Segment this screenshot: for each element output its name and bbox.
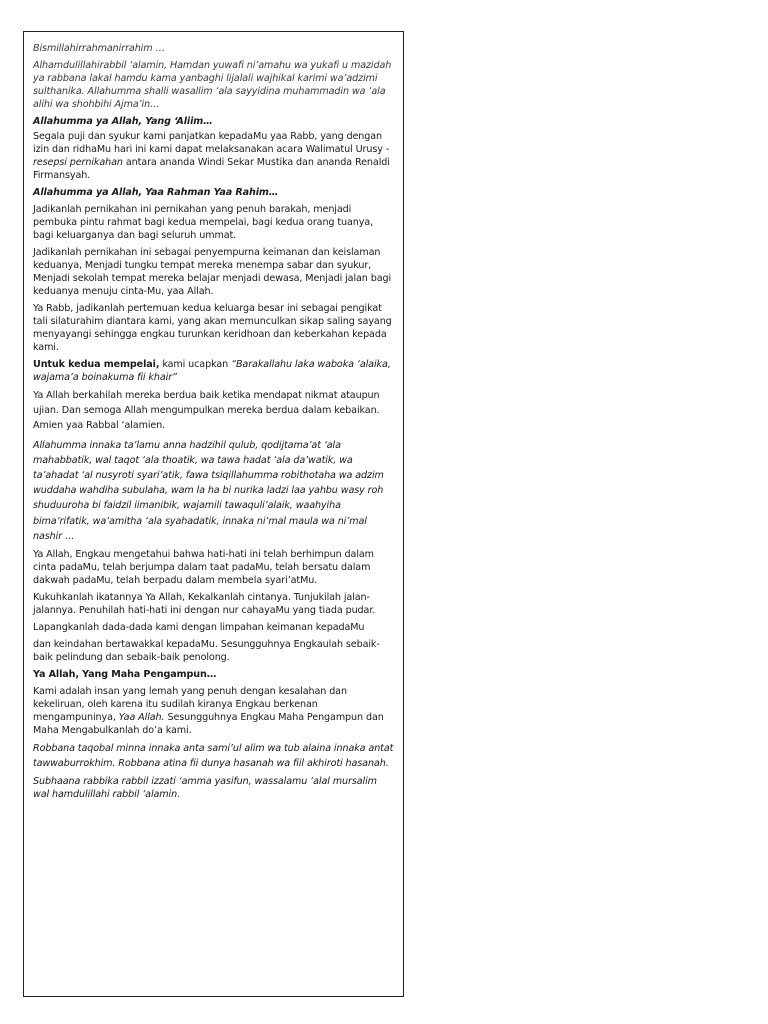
insan-text-1: Kami adalah insan yang lemah yang penuh dengan kesalahan dan kekeliruan, oleh karena itu sudilah kiranya Engkau berkenan mengampuninya,: [33, 686, 347, 724]
paragraph-barakah: Jadikanlah pernikahan ini pernikahan yang penuh barakah, menjadi pembuka pintu rahmat bagi kedua mempelai, bagi kedua orang tuanya, bagi keluarganya dan bagi seluruh ummat.: [33, 204, 374, 241]
paragraph-ucapan: [33, 358, 394, 384]
ucapan-text: kami ucapkan: [159, 359, 232, 370]
paragraph-robbana: Robbana taqobal minna innaka anta sami’ul alim wa tub alaina innaka antat tawwaburrokhim. Robbana atina fii dunya hasanah wa fiil akhiroti hasanah.: [33, 743, 394, 770]
paragraph-insan-lemah: [33, 685, 394, 737]
paragraph-lapangkanlah: Lapangkanlah dada-dada kami dengan limpahan keimanan kepadaMu: [33, 622, 365, 634]
paragraph-berkahilah: Ya Allah berkahilah mereka berdua baik ketika mendapat nikmat ataupun ujian. Dan semoga Allah mengumpulkan mereka berdua dalam kebaikan. Amien yaa Rabbal ‘alamien.: [33, 390, 380, 432]
insan-text-2: Sesungguhnya Engkau Maha Pengampun dan Maha Mengabulkanlah do’a kami.: [33, 712, 384, 737]
paragraph-closing: Subhaana rabbika rabbil izzati ‘amma yasifun, wassalamu ‘alal mursalim wal hamdulillahi rabbil ‘alamin.: [33, 776, 377, 801]
paragraph-tawakkal: dan keindahan bertawakkal kepadaMu. Sesungguhnya Engkaulah sebaik-baik pelindung dan sebaik-baik penolong.: [33, 639, 380, 664]
paragraph-penyempurna: Jadikanlah pernikahan ini sebagai penyempurna keimanan dan keislaman keduanya, Menjadi tungku tempat mereka menempa sabar dan syukur, Menjadi sekolah tempat mereka belajar menjadi dewasa, Menjadi jalan bagi keduanya menuju cinta-Mu, yaa Allah.: [33, 247, 392, 297]
document-content: [24, 32, 403, 801]
heading-rahman-rahim: Allahumma ya Allah, Yaa Rahman Yaa Rahim…: [33, 187, 279, 198]
gratitude-text-1: Segala puji dan syukur kami panjatkan kepadaMu yaa Rabb, yang dengan izin dan ridhaMu hari ini kami dapat melaksanakan acara Walimatul Urusy -: [33, 131, 390, 155]
ucapan-bold: Untuk kedua mempelai,: [33, 359, 160, 370]
gratitude-text-2: antara ananda Windi Sekar Mustika dan ananda Renaldi Firmansyah.: [33, 157, 390, 181]
paragraph-hati-hati: Ya Allah, Engkau mengetahui bahwa hati-hati ini telah berhimpun dalam cinta padaMu, telah berjumpa dalam taat padaMu, telah bersatu dalam dakwah padaMu, telah berpadu dalam membela syari’atMu.: [33, 549, 374, 587]
heading-aliim: Allahumma ya Allah, Yang ‘Aliim…: [33, 116, 213, 127]
opening-praise: Alhamdulillahirabbil ‘alamin, Hamdan yuwafi ni’amahu wa yukafi u mazidah ya rabbana lakal hamdu kama yanbaghi lijalali wajhikal karimi wa’adzimi sulthanika. Allahumma shalli wasallim ‘ala sayyidina muhammadin wa ‘ala alihi wa shohbihi Ajma’in…: [33, 60, 392, 110]
ucapan-italic: “Barakallahu laka waboka ‘alaika, wajama’a boinakuma fii khair”: [33, 359, 391, 383]
opening-basmalah: Bismillahirrahmanirrahim …: [33, 43, 165, 54]
gratitude-text-italic: resepsi pernikahan: [33, 157, 123, 168]
paragraph-arabic-doa: Allahumma innaka ta’lamu anna hadzihil qulub, qodijtama’at ‘ala mahabbatik, wal taqot ‘ala thoatik, wa tawa hadat ‘ala da’watik, wa ta’ahadat ‘al nusyroti syari’atik, fawa tsiqillahumma robithotaha wa adzim wuddaha wahdiha subulaha, wam la ha bi nurika ladzi laa yahbu wasy roh shuduuroha bi faidzil iimanibik, wajamili tawaquli’alaik, waahyiha bima’rifatik, wa’amitha ‘ala syahadatik, innaka ni’mal maula wa ni’mal nashir …: [33, 439, 384, 542]
paragraph-kukuhkanlah: Kukuhkanlah ikatannya Ya Allah, Kekalkanlah cintanya. Tunjukilah jalan-jalannya. Penuhilah hati-hati ini dengan nur cahayaMu yang tiada pudar.: [33, 592, 376, 617]
paragraph-gratitude: [33, 130, 394, 182]
paragraph-silaturahim: Ya Rabb, jadikanlah pertemuan kedua keluarga besar ini sebagai pengikat tali silaturahim diantara kami, yang akan memunculkan sikap saling sayang menyayangi sehingga engkau turunkan keridhoan dan keberkahan kepada kami.: [33, 303, 392, 353]
document-page: [23, 31, 404, 997]
heading-pengampun: Ya Allah, Yang Maha Pengampun…: [33, 669, 217, 681]
insan-text-italic: Yaa Allah.: [118, 712, 165, 724]
